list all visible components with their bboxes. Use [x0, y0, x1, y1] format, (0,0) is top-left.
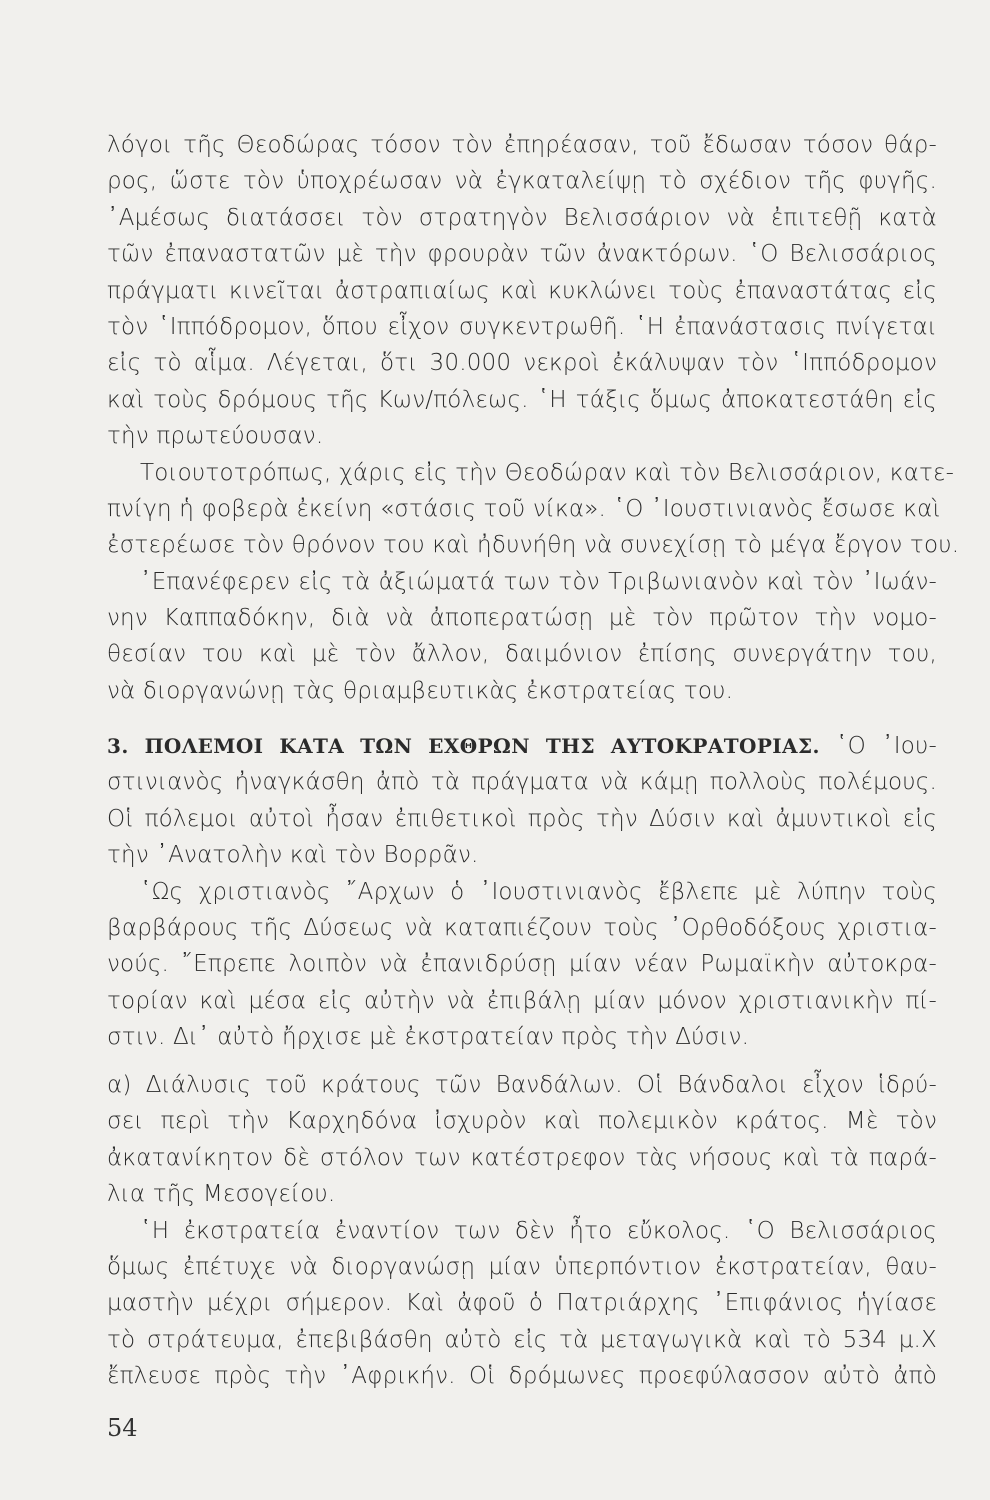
text-block-theodora — [107, 127, 960, 709]
text-line: ἐστερέωσε τὸν θρόνον του καὶ ἠδυνήθη νὰ συνεχίσῃ τὸ μέγα ἔργον του. — [107, 532, 960, 559]
text-line: σει περὶ τὴν Καρχηδόνα ἰσχυρὸν καὶ πολεμικὸν κράτος. Μὲ τὸν — [107, 1108, 937, 1135]
text-line: καὶ τοὺς δρόμους τῆς Κων/πόλεως. ῾Η τάξις ὅμως ἀποκατεστάθη εἰς — [107, 386, 937, 413]
text-line: τὴν πρωτεύουσαν. — [107, 423, 324, 450]
text-line: στιν. Δι᾿ αὐτὸ ἤρχισε μὲ ἐκστρατείαν πρὸς τὴν Δύσιν. — [107, 1024, 750, 1051]
text-line: α) Διάλυσις τοῦ κράτους τῶν Βανδάλων. Οἱ Βάνδαλοι εἶχον ἱδρύ- — [107, 1072, 937, 1098]
text-line: ἀκατανίκητον δὲ στόλον των κατέστρεφον τὰς νήσους καὶ τὰ παρά- — [107, 1144, 937, 1171]
text-line: τορίαν καὶ μέσα εἰς αὐτὴν νὰ ἐπιβάλῃ μίαν μόνον χριστιανικὴν πί- — [107, 987, 937, 1014]
text-line: λια τῆς Μεσογείου. — [107, 1181, 336, 1208]
text-line: ἔπλευσε πρὸς τὴν ᾿Αφρικήν. Οἱ δρόμωνες προεφύλασσον αὐτὸ ἀπὸ — [107, 1363, 937, 1390]
text-line: τὴν ᾿Ανατολὴν καὶ τὸν Βορρᾶν. — [107, 842, 479, 869]
text-line: βαρβάρους τῆς Δύσεως νὰ καταπιέζουν τοὺς ᾿Ορθοδόξους χριστια- — [107, 914, 937, 941]
text-line: μαστὴν μέχρι σήμερον. Καὶ ἀφοῦ ὁ Πατριάρχης ᾿Επιφάνιος ἡγίασε — [107, 1290, 937, 1317]
text-line: πράγματι κινεῖται ἀστραπιαίως καὶ κυκλώνει τοὺς ἐπαναστάτας εἰς — [107, 277, 937, 304]
text-line: ὅμως ἐπέτυχε νὰ διοργανώσῃ μίαν ὑπερπόντιον ἐκστρατείαν, θαυ- — [107, 1253, 937, 1280]
section-heading-tail: ῾Ο ᾿Ιου- — [819, 733, 937, 759]
section-heading-line — [107, 728, 937, 764]
text-line: νούς. ῎Επρεπε λοιπὸν νὰ ἐπανιδρύσῃ μίαν νέαν Ρωμαϊκὴν αὐτοκρα- — [107, 951, 937, 978]
text-line: πνίγη ἡ φοβερὰ ἐκείνη «στάσις τοῦ νίκα». ῾Ο ᾿Ιουστινιανὸς ἔσωσε καὶ — [107, 495, 941, 522]
text-line: τῶν ἐπαναστατῶν μὲ τὴν φρουρὰν τῶν ἀνακτόρων. ῾Ο Βελισσάριος — [107, 241, 937, 268]
text-line: τὸ στράτευμα, ἐπεβιβάσθη αὐτὸ εἰς τὰ μεταγωγικὰ καὶ τὸ 534 μ.Χ — [107, 1326, 937, 1353]
text-line: ᾿Αμέσως διατάσσει τὸν στρατηγὸν Βελισσάριον νὰ ἐπιτεθῇ κατὰ — [107, 204, 937, 231]
text-line: νην Καππαδόκην, διὰ νὰ ἀποπερατώσῃ μὲ τὸν πρῶτον τὴν νομο- — [107, 605, 937, 632]
text-line: εἰς τὸ αἷμα. Λέγεται, ὅτι 30.000 νεκροὶ ἐκάλυψαν τὸν ῾Ιππόδρομον — [107, 350, 937, 377]
text-line: θεσίαν του καὶ μὲ τὸν ἄλλον, δαιμόνιον ἐπίσης συνεργάτην του, — [107, 641, 937, 668]
text-line: ῾Η ἐκστρατεία ἐναντίον των δὲν ἦτο εὔκολος. ῾Ο Βελισσάριος — [140, 1217, 937, 1244]
text-line: νὰ διοργανώνῃ τὰς θριαμβευτικὰς ἐκστρατείας του. — [107, 677, 734, 704]
text-line: στινιανὸς ἠναγκάσθη ἀπὸ τὰ πράγματα νὰ κάμῃ πολλοὺς πολέμους. — [107, 769, 937, 796]
page-number: 54 — [107, 1414, 138, 1442]
text-line: λόγοι τῆς Θεοδώρας τόσον τὸν ἐπηρέασαν, τοῦ ἔδωσαν τόσον θάρ- — [107, 132, 937, 158]
text-line: Τοιουτοτρόπως, χάρις εἰς τὴν Θεοδώραν καὶ τὸν Βελισσάριον, κατε- — [140, 459, 955, 486]
text-line: Οἱ πόλεμοι αὐτοὶ ἦσαν ἐπιθετικοὶ πρὸς τὴν Δύσιν καὶ ἀμυντικοὶ εἰς — [107, 805, 937, 832]
text-line: ᾿Επανέφερεν εἰς τὰ ἀξιώματά των τὸν Τριβωνιανὸν καὶ τὸν ᾿Ιωάν- — [140, 568, 937, 595]
text-line: τὸν ῾Ιππόδρομον, ὅπου εἶχον συγκεντρωθῆ. ῾Η ἐπανάστασις πνίγεται — [107, 313, 937, 340]
text-line: ῾Ως χριστιανὸς ῎Αρχων ὁ ᾿Ιουστινιανὸς ἔβλεπε μὲ λύπην τοὺς — [140, 878, 937, 905]
text-line: ρος, ὥστε τὸν ὑποχρέωσαν νὰ ἐγκαταλείψῃ τὸ σχέδιον τῆς φυγῆς. — [107, 168, 937, 195]
text-block-vandals — [107, 1067, 937, 1395]
section-heading: 3. ΠΟΛΕΜΟΙ ΚΑΤΑ ΤΩΝ ΕΧΘΡΩΝ ΤΗΣ ΑΥΤΟΚΡΑΤΟΡΙΑΣ. — [107, 734, 820, 758]
text-block-section-3 — [107, 728, 937, 1056]
